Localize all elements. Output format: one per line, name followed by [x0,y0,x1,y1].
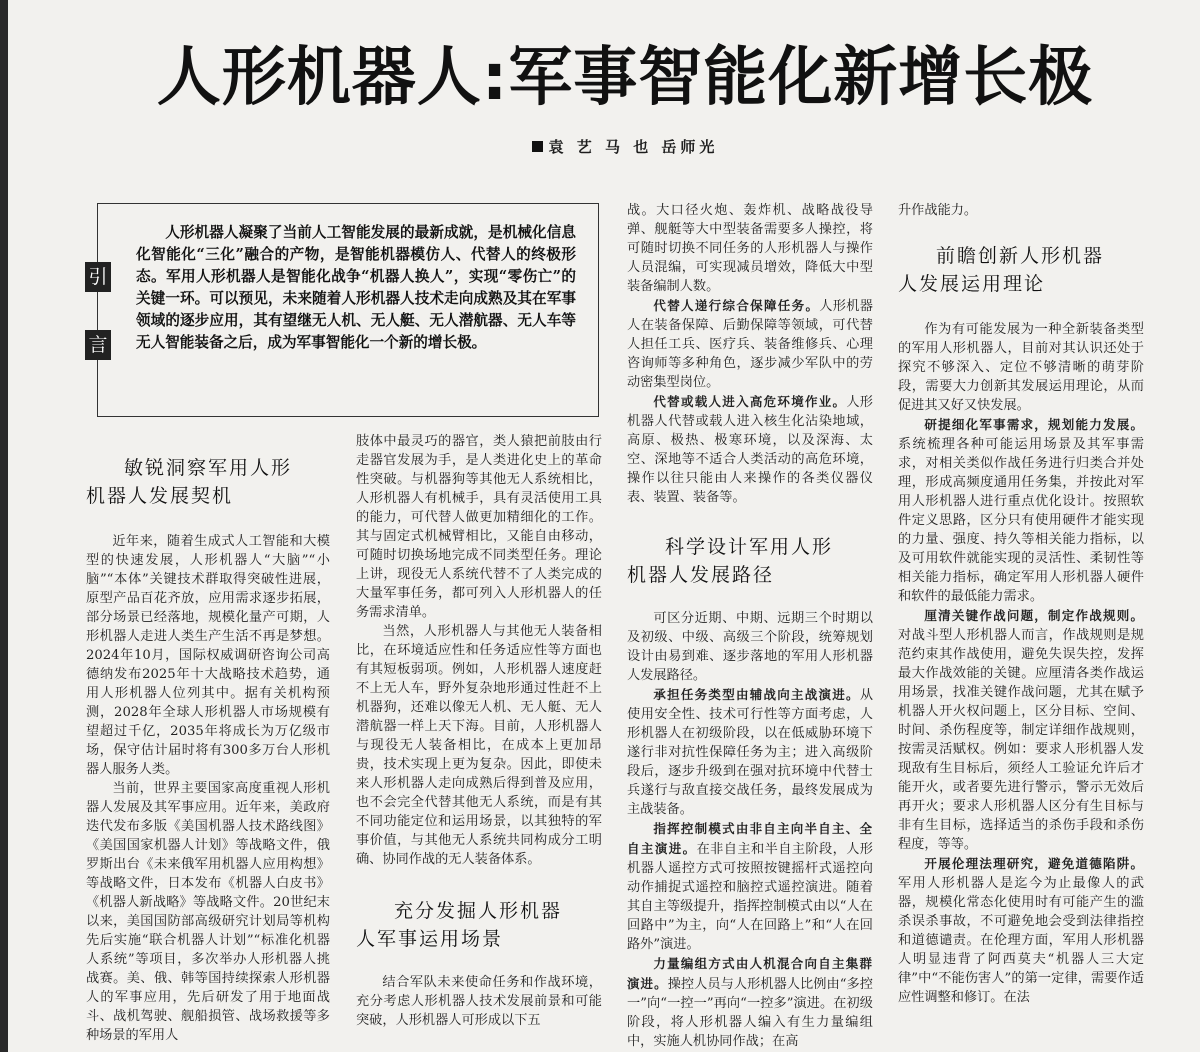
paragraph: 代替人递行综合保障任务。人形机器人在装备保障、后勤保障等领域，可代替人担任工兵、医疗兵、装备维修兵、心理咨询师等多种角色，逐步减少军队中的劳动密集型岗位。 [627,298,873,390]
column-4 [898,201,1144,1007]
paragraph: 当前，世界主要国家高度重视人形机器人发展及其军事应用。近年来，美政府迭代发布多版《美国机器人技术路线图》《美国国家机器人计划》等战略文件，俄罗斯出台《未来俄军用机器人应用构想》等战略文件，日本发布《机器人白皮书》《机器人新战略》等战略文件。20世纪末以来，美国国防部高级研究计划局等机构先后实施“联合机器人计划”“标准化机器人系统”等项目，多次举办人形机器人挑战赛。美、俄、韩等国持续探索人形机器人的军事应用，先后研发了用于地面战斗、战机驾驶、舰船损管、战场救援等多种场景的军用人 [86,781,330,1043]
paragraph: 作为有可能发展为一种全新装备类型的军用人形机器人，目前对其认识还处于探究不够深入、定位不够清晰的萌芽阶段，需要大力创新其发展运用理论，从而促进其又好又快发展。 [898,322,1144,413]
section-heading-4-line-2: 人发展运用理论 [898,273,1046,295]
paragraph: 战。大口径火炮、轰炸机、战略战役导弹、舰艇等大中型装备需要多人操控，将可随时切换不同任务的人形机器人与操作人员混编，可实现减员增效，降低大中型装备编制人数。 [627,203,873,294]
paragraph: 代替或载人进入高危环境作业。人形机器人代替或载人进入核生化沾染地域，高原、极热、极寒环境，以及深海、太空、深地等不适合人类活动的高危环境，操作以往只能由人来操作的各类仪器仪表、装置、装备等。 [627,394,873,505]
intro-label-1: 引 [85,262,111,292]
intro-label-2: 言 [85,330,111,360]
paragraph: 升作战能力。 [898,203,978,218]
byline-authors: 袁 艺 马 也 岳师光 [548,138,719,156]
subheading: 研提细化军事需求，规划能力发展。 [924,417,1144,432]
intro-box [88,203,599,417]
section-heading-2 [627,533,873,589]
section-heading-3-line-1: 充分发掘人形机器 [394,900,563,922]
subheading: 厘清关键作战问题，制定作战规则。 [924,608,1144,623]
column-1 [86,432,330,1045]
column-2 [356,432,602,1030]
section-heading-3-line-2: 人军事运用场景 [356,928,504,950]
paragraph: 开展伦理法理研究，避免道德陷阱。军用人形机器人是迄今为止最像人的武器，规模化常态化使用时有可能产生的滥杀误杀事故，不可避免地会受到法律指控和道德谴责。在伦理方面，军用人形机器人明显违背了阿西莫夫“机器人三大定律”中“不能伤害人”的第一定律，需要作适应性调整和修订。在法 [898,856,1144,1005]
paragraph: 厘清关键作战问题，制定作战规则。对战斗型人形机器人而言，作战规则是规范约束其作战使用，避免失误失控，发挥最大作战效能的关键。应厘清各类作战运用场景，找准关键作战问题，尤其在赋予机器人开火权问题上，区分目标、空间、时间、杀伤程度等，制定详细作战规则，按需灵活赋权。例如：要求人形机器人发现敌有生目标后，须经人工验证允许后才能开火，或者要先进行警示，警示无效后再开火；要求人形机器人区分有生目标与非有生目标，选择适当的杀伤手段和杀伤程度，等等。 [898,608,1144,852]
paragraph: 肢体中最灵巧的器官，类人猿把前肢由行走器官发展为手，是人类进化史上的革命性突破。与机器狗等其他无人系统相比，人形机器人有机械手，具有灵活使用工具的能力，可代替人做更加精细化的工作。其与固定式机械臂相比，又能自由移动，可随时切换场地完成不同类型任务。理论上讲，现役无人系统代替不了人类完成的大量军事任务，都可列入人形机器人的任务需求清单。 [356,434,602,620]
page-fold-edge [0,0,8,1052]
headline: 人形机器人:军事智能化新增长极 [156,41,1094,115]
paragraph: 指挥控制模式由非自主向半自主、全自主演进。在非自主和半自主阶段，人形机器人遥控方式可按照按键摇杆式遥控向动作捕捉式遥控和脑控式遥控演进。随着其自主等级提升，指挥控制模式由以“人在回路中”为主，向“人在回路上”和“人在回路外”演进。 [627,821,873,952]
section-heading-3 [356,897,602,953]
section-heading-1 [86,454,330,510]
subheading: 力量编组方式由人机混合向自主集群演进。 [627,956,873,991]
section-heading-4-line-1: 前瞻创新人形机器 [936,245,1105,267]
section-heading-4 [898,242,1144,298]
paragraph: 承担任务类型由辅战向主战演进。从使用安全性、技术可行性等方面考虑，人形机器人在初级阶段，以在低威胁环境下遂行非对抗性保障任务为主；进入高级阶段后，逐步升级到在强对抗环境中代替士兵遂行与敌直接交战任务，最终发展成为主战装备。 [627,687,873,817]
paragraph: 研提细化军事需求，规划能力发展。系统梳理各种可能运用场景及其军事需求，对相关类似作战任务进行归类合并处理，形成高频度通用任务集，并按此对军用人形机器人进行重点优化设计。按照软件定义思路，区分只有使用硬件才能实现的力量、强度、持久等相关能力指标，以及可用软件就能实现的灵活性、柔韧性等相关能力指标，确定军用人形机器人硬件和软件的最低能力需求。 [898,417,1144,604]
byline-marker-icon [532,141,543,152]
subheading: 代替或载人进入高危环境作业。 [653,394,847,409]
subheading: 开展伦理法理研究，避免道德陷阱。 [924,856,1144,871]
intro-paragraph: 人形机器人凝聚了当前人工智能发展的最新成就，是机械化信息化智能化“三化”融合的产物，是智能机器模仿人、代替人的终极形态。军用人形机器人是智能化战争“机器人换人”，实现“零伤亡”的关键一环。可以预见，未来随着人形机器人技术走向成熟及其在军事领域的逐步应用，其有望继无人机、无人艇、无人潜航器、无人车等无人智能装备之后，成为军事智能化一个新的增长极。 [136,224,576,351]
section-heading-1-line-2: 机器人发展契机 [86,485,234,507]
paragraph: 近年来，随着生成式人工智能和大模型的快速发展，人形机器人“大脑”“小脑”“本体”关键技术群取得突破性进展，原型产品百花齐放，应用需求逐步拓展，部分场景已经落地，规模化量产可期，人形机器人走进人类生产生活不再是梦想。2024年10月，国际权威调研咨询公司高德纳发布2025年十大战略技术趋势，通用人形机器人位列其中。据有关机构预测，2028年全球人形机器人市场规模有望超过千亿，2035年将成长为万亿级市场，保守估计届时将有300多万台人形机器人服务人类。 [86,534,330,777]
subheading: 指挥控制模式由非自主向半自主、全自主演进。 [627,821,873,856]
paragraph: 当然，人形机器人与其他无人装备相比，在环境适应性和任务适应性等方面也有其短板弱项。例如，人形机器人速度赶不上无人车，野外复杂地形通过性赶不上机器狗，还难以像无人机、无人艇、无人潜航器一样上天下海。目前，人形机器人与现役无人装备相比，在成本上更加昂贵，技术实现上更为复杂。因此，即使未来人形机器人走向成熟后得到普及应用，也不会完全代替其他无人系统，而是有其不同功能定位和运用场景，以其独特的军事价值，与其他无人系统共同构成分工明确、协同作战的无人装备体系。 [356,624,602,867]
subheading: 承担任务类型由辅战向主战演进。 [653,687,860,702]
column-3 [627,201,873,1051]
subheading: 代替人递行综合保障任务。 [653,298,820,313]
paragraph: 结合军队未来使命任务和作战环境，充分考虑人形机器人技术发展前景和可能突破，人形机器人可形成以下五 [356,975,602,1028]
paragraph: 力量编组方式由人机混合向自主集群演进。操控人员与人形机器人比例由“多控一”向“一控一”再向“一控多”演进。在初级阶段，将人形机器人编入有生力量编组中，实施人机协同作战；在高 [627,956,873,1049]
section-heading-2-line-1: 科学设计军用人形 [665,536,834,558]
section-heading-2-line-2: 机器人发展路径 [627,564,775,586]
section-heading-1-line-1: 敏锐洞察军用人形 [124,457,293,479]
intro-text [136,222,576,354]
byline [0,136,1200,157]
paragraph: 可区分近期、中期、远期三个时期以及初级、中级、高级三个阶段，统筹规划设计由易到难、逐步落地的军用人形机器人发展路径。 [627,611,873,683]
